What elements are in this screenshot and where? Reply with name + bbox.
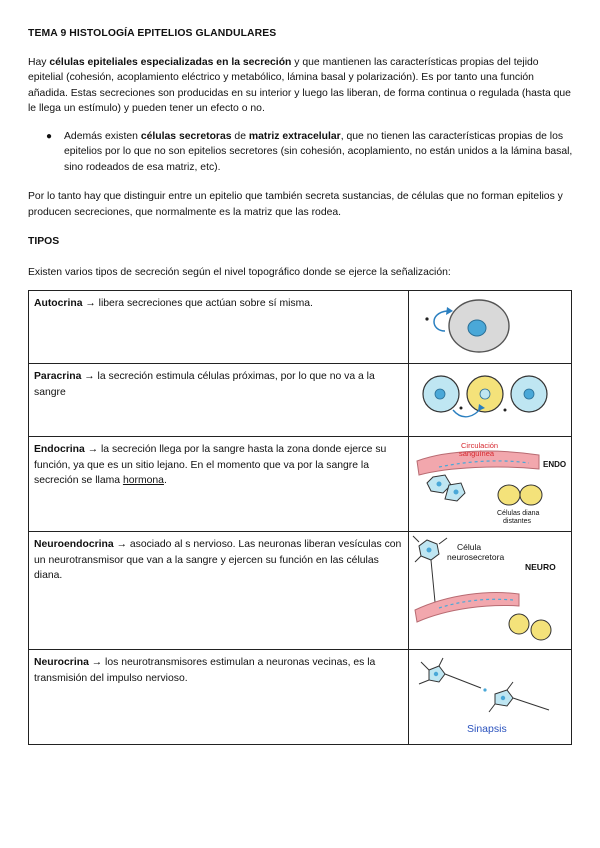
- neurocrine-diagram: [409, 650, 572, 745]
- label-circulacion: Circulación: [461, 441, 499, 450]
- row-text-neurocrina: Neurocrina → los neurotransmisores estimulan a neuronas vecinas, es la transmisión del impulso nervioso.: [29, 650, 409, 745]
- types-intro-paragraph: Existen varios tipos de secreción según el nivel topográfico donde se ejerce la señalización:: [28, 266, 451, 278]
- page-title: TEMA 9 HISTOLOGÍA EPITELIOS GLANDULARES: [28, 28, 277, 39]
- row-text-autocrina: Autocrina → libera secreciones que actúan sobre sí misma.: [29, 291, 409, 364]
- label-neuro: NEURO: [525, 562, 556, 572]
- label-sinapsis: Sinapsis: [467, 723, 507, 735]
- row-text-endocrina: Endocrina → la secreción llega por la sangre hasta la zona donde ejerce su función, ya que es un sitio lejano. En el momento que va por la sangre la secreción se llama hormona.: [29, 437, 409, 532]
- bullet-dot-icon: ●: [46, 130, 53, 142]
- label-endo: ENDO: [543, 460, 567, 469]
- row-text-paracrina: Paracrina → la secreción estimula células próximas, por lo que no va a la sangre: [29, 364, 409, 437]
- table-row: [29, 364, 572, 437]
- list-item: ● Además existen células secretoras de matriz extracelular, que no tienen las características propias de los epitelios por lo que no son epitelios secretores (sin cohesión, acoplamiento, no están unidos a la lámina basal, sino rodeados de esa matriz, etc).: [46, 130, 573, 173]
- bullet-list: [28, 129, 573, 176]
- intro-paragraph: Hay células epiteliales especializadas en la secreción y que mantienen las características propias del tejido epitelial (cohesión, acoplamiento eléctrico y metabólico, lámina basal y polarización). Es por tanto una función añadida. Estas secreciones son producidas en su interior y luego las liberan, de forma continua o regulada (hasta que le llega un estímulo) y pueden tener un efecto o no.: [28, 56, 571, 114]
- label-sanguinea: sanguínea: [459, 449, 495, 458]
- label-celula: Célula: [457, 542, 482, 552]
- row-text-neuroendocrina: Neuroendocrina → asociado al s nervioso. Las neuronas liberan vesículas con un neurotransmisor que van a la sangre y ejercen su función en las células diana.: [29, 532, 409, 650]
- table-row: [29, 291, 572, 364]
- neuroendocrine-diagram: [409, 532, 572, 650]
- label-celulas-diana: Células diana: [497, 510, 540, 517]
- endocrine-diagram: [409, 437, 572, 532]
- label-distantes: distantes: [503, 518, 532, 525]
- document-page: [28, 26, 573, 745]
- table-row: [29, 650, 572, 745]
- table-row: [29, 532, 572, 650]
- paracrine-diagram: [409, 364, 572, 437]
- secretion-types-table: [28, 290, 572, 745]
- section-heading-tipos: TIPOS: [28, 236, 60, 247]
- label-neurosecretora: neurosecretora: [447, 552, 505, 562]
- distinction-paragraph: Por lo tanto hay que distinguir entre un epitelio que también secreta sustancias, de células que no forman epitelios y producen secreciones, que normalmente es la matriz que las rodea.: [28, 191, 563, 218]
- table-row: [29, 437, 572, 532]
- autocrine-diagram: [409, 291, 572, 364]
